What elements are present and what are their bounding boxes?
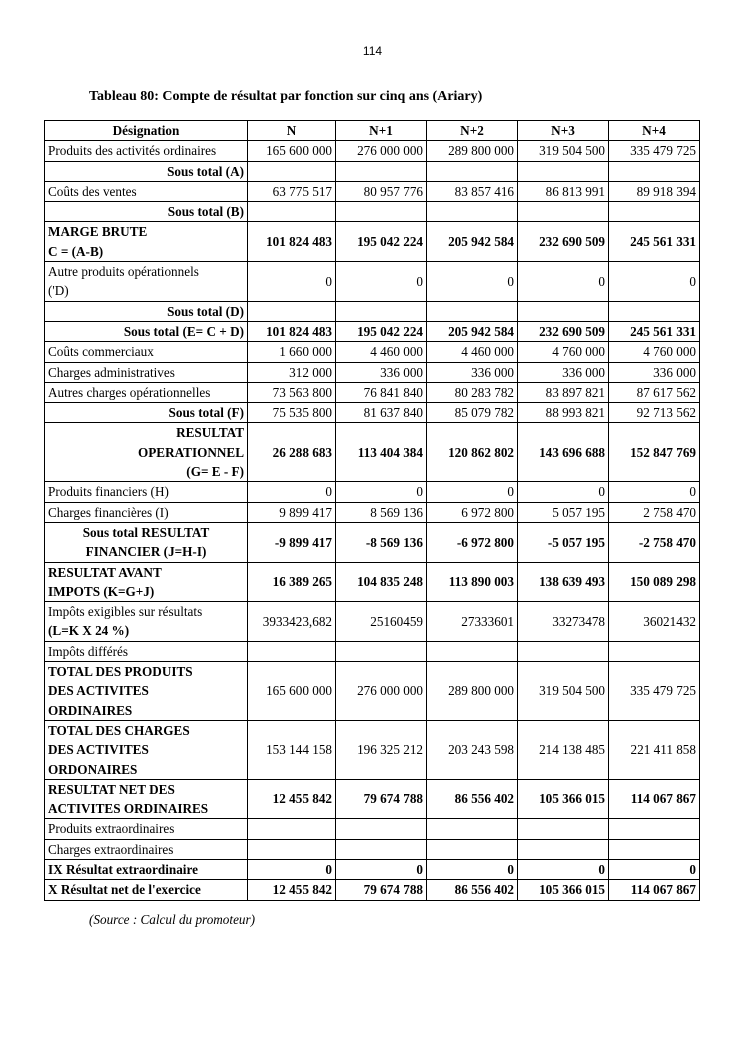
cell-value: 0 <box>336 859 427 879</box>
cell-value: 165 600 000 <box>248 662 336 721</box>
cell-value: 104 835 248 <box>336 562 427 602</box>
cell-value: 80 957 776 <box>336 181 427 201</box>
cell-value <box>427 839 518 859</box>
cell-value: 0 <box>248 482 336 502</box>
row-label: Sous total (E= C + D) <box>45 321 248 341</box>
cell-value: 73 563 800 <box>248 382 336 402</box>
cell-value: 312 000 <box>248 362 336 382</box>
cell-value: 9 899 417 <box>248 502 336 522</box>
row-label: Produits extraordinaires <box>45 819 248 839</box>
cell-value: 138 639 493 <box>518 562 609 602</box>
row-label <box>45 562 248 602</box>
cell-value <box>248 202 336 222</box>
page-number: 114 <box>362 44 383 58</box>
table-row <box>45 522 700 562</box>
cell-value: 165 600 000 <box>248 141 336 161</box>
cell-value: 4 760 000 <box>518 342 609 362</box>
cell-value: 336 000 <box>518 362 609 382</box>
cell-value: 245 561 331 <box>609 222 700 262</box>
cell-value: 150 089 298 <box>609 562 700 602</box>
table-row <box>45 839 700 859</box>
row-label-line: Impôts exigibles sur résultats <box>48 604 203 620</box>
cell-value <box>609 819 700 839</box>
row-label-line: TOTAL DES CHARGES <box>48 722 190 738</box>
cell-value <box>609 641 700 661</box>
table-row <box>45 181 700 201</box>
cell-value <box>248 839 336 859</box>
row-label: Produits financiers (H) <box>45 482 248 502</box>
row-label: Autres charges opérationnelles <box>45 382 248 402</box>
row-label-line: ORDINAIRES <box>48 702 133 718</box>
cell-value <box>248 301 336 321</box>
cell-value: 232 690 509 <box>518 321 609 341</box>
cell-value: 87 617 562 <box>609 382 700 402</box>
cell-value: 113 890 003 <box>427 562 518 602</box>
cell-value: 114 067 867 <box>609 880 700 900</box>
row-label: Charges extraordinaires <box>45 839 248 859</box>
row-label-line: IMPOTS (K=G+J) <box>48 583 155 599</box>
table-row <box>45 859 700 879</box>
cell-value <box>336 161 427 181</box>
row-label <box>45 522 248 562</box>
table-row <box>45 362 700 382</box>
row-label: Charges administratives <box>45 362 248 382</box>
table-row <box>45 423 700 482</box>
row-label: Sous total (A) <box>45 161 248 181</box>
row-label <box>45 662 248 721</box>
row-label <box>45 720 248 779</box>
row-label: Charges financières (I) <box>45 502 248 522</box>
table-row <box>45 403 700 423</box>
row-label: Sous total (B) <box>45 202 248 222</box>
cell-value: 0 <box>248 859 336 879</box>
table-caption: Tableau 80: Compte de résultat par fonction sur cinq ans (Ariary) <box>89 89 483 104</box>
cell-value: 114 067 867 <box>609 779 700 819</box>
table-row <box>45 720 700 779</box>
cell-value: 0 <box>609 859 700 879</box>
row-label-line: ACTIVITES ORDINAIRES <box>48 801 209 817</box>
cell-value: 92 713 562 <box>609 403 700 423</box>
cell-value: 105 366 015 <box>518 779 609 819</box>
cell-value: 5 057 195 <box>518 502 609 522</box>
cell-value: 86 813 991 <box>518 181 609 201</box>
cell-value <box>336 819 427 839</box>
cell-value: 0 <box>427 859 518 879</box>
cell-value: 336 000 <box>336 362 427 382</box>
header-row <box>45 121 700 141</box>
row-label-line: RESULTAT NET DES <box>48 781 175 797</box>
row-label-line: ('D) <box>48 283 69 299</box>
cell-value <box>427 641 518 661</box>
cell-value: 205 942 584 <box>427 321 518 341</box>
cell-value: 63 775 517 <box>248 181 336 201</box>
cell-value: 221 411 858 <box>609 720 700 779</box>
cell-value: 12 455 842 <box>248 779 336 819</box>
cell-value <box>609 301 700 321</box>
cell-value <box>518 301 609 321</box>
cell-value: 16 389 265 <box>248 562 336 602</box>
cell-value: 86 556 402 <box>427 880 518 900</box>
table-row <box>45 502 700 522</box>
cell-value <box>336 839 427 859</box>
cell-value <box>518 641 609 661</box>
source-note: (Source : Calcul du promoteur) <box>89 912 256 927</box>
table-row <box>45 161 700 181</box>
row-label-line: DES ACTIVITES <box>48 742 149 758</box>
cell-value: 336 000 <box>609 362 700 382</box>
cell-value: 203 243 598 <box>427 720 518 779</box>
row-label-line: (G= E - F) <box>186 464 244 480</box>
cell-value <box>427 202 518 222</box>
header-designation: Désignation <box>45 121 248 141</box>
header-year: N+3 <box>518 121 609 141</box>
header-year: N+4 <box>609 121 700 141</box>
cell-value: 3933423,682 <box>248 602 336 642</box>
cell-value: 214 138 485 <box>518 720 609 779</box>
cell-value <box>427 819 518 839</box>
cell-value <box>336 301 427 321</box>
cell-value: 289 800 000 <box>427 141 518 161</box>
row-label-line: C = (A-B) <box>48 243 104 259</box>
cell-value <box>518 839 609 859</box>
row-label-line: Autre produits opérationnels <box>48 264 199 280</box>
cell-value: 76 841 840 <box>336 382 427 402</box>
cell-value <box>609 202 700 222</box>
table-row <box>45 301 700 321</box>
cell-value: 143 696 688 <box>518 423 609 482</box>
table-row <box>45 641 700 661</box>
cell-value: 0 <box>609 262 700 302</box>
cell-value <box>427 301 518 321</box>
cell-value <box>518 202 609 222</box>
cell-value <box>518 819 609 839</box>
cell-value: 289 800 000 <box>427 662 518 721</box>
cell-value: 0 <box>427 262 518 302</box>
cell-value: 0 <box>518 262 609 302</box>
cell-value <box>336 202 427 222</box>
cell-value: 101 824 483 <box>248 321 336 341</box>
cell-value: 4 460 000 <box>336 342 427 362</box>
cell-value <box>609 839 700 859</box>
cell-value: 0 <box>518 859 609 879</box>
cell-value <box>427 161 518 181</box>
table-row <box>45 202 700 222</box>
cell-value: 80 283 782 <box>427 382 518 402</box>
cell-value: -5 057 195 <box>518 522 609 562</box>
row-label-line: DES ACTIVITES <box>48 683 149 699</box>
cell-value <box>248 641 336 661</box>
cell-value: 88 993 821 <box>518 403 609 423</box>
table-row <box>45 562 700 602</box>
cell-value: -9 899 417 <box>248 522 336 562</box>
cell-value: 113 404 384 <box>336 423 427 482</box>
cell-value: 105 366 015 <box>518 880 609 900</box>
cell-value: 276 000 000 <box>336 141 427 161</box>
cell-value: 0 <box>336 262 427 302</box>
cell-value: 25160459 <box>336 602 427 642</box>
header-year: N+2 <box>427 121 518 141</box>
table-row <box>45 779 700 819</box>
table-row <box>45 222 700 262</box>
cell-value: 85 079 782 <box>427 403 518 423</box>
cell-value: 0 <box>248 262 336 302</box>
cell-value: 75 535 800 <box>248 403 336 423</box>
cell-value: 79 674 788 <box>336 880 427 900</box>
cell-value: 335 479 725 <box>609 662 700 721</box>
cell-value <box>336 641 427 661</box>
row-label-line: TOTAL DES PRODUITS <box>48 664 193 680</box>
cell-value: 4 760 000 <box>609 342 700 362</box>
row-label-line: (L=K X 24 %) <box>48 623 130 639</box>
cell-value: 89 918 394 <box>609 181 700 201</box>
cell-value: 2 758 470 <box>609 502 700 522</box>
row-label: X Résultat net de l'exercice <box>45 880 248 900</box>
cell-value: 83 857 416 <box>427 181 518 201</box>
cell-value <box>248 819 336 839</box>
cell-value: 8 569 136 <box>336 502 427 522</box>
cell-value: 86 556 402 <box>427 779 518 819</box>
row-label <box>45 222 248 262</box>
cell-value <box>518 161 609 181</box>
table-row <box>45 482 700 502</box>
row-label-line: OPERATIONNEL <box>137 444 244 460</box>
row-label: IX Résultat extraordinaire <box>45 859 248 879</box>
cell-value: 205 942 584 <box>427 222 518 262</box>
row-label: Produits des activités ordinaires <box>45 141 248 161</box>
cell-value: 79 674 788 <box>336 779 427 819</box>
cell-value: 319 504 500 <box>518 141 609 161</box>
cell-value: 0 <box>336 482 427 502</box>
cell-value: 153 144 158 <box>248 720 336 779</box>
income-statement-table <box>44 120 700 901</box>
row-label: Coûts des ventes <box>45 181 248 201</box>
table-row <box>45 382 700 402</box>
row-label-line: Sous total RESULTAT <box>82 524 210 540</box>
row-label: Sous total (F) <box>45 403 248 423</box>
cell-value: 81 637 840 <box>336 403 427 423</box>
cell-value: 0 <box>427 482 518 502</box>
cell-value: 101 824 483 <box>248 222 336 262</box>
row-label-line: MARGE BRUTE <box>48 224 148 240</box>
table-row <box>45 602 700 642</box>
table-row <box>45 321 700 341</box>
cell-value: 83 897 821 <box>518 382 609 402</box>
cell-value: 0 <box>518 482 609 502</box>
cell-value: 276 000 000 <box>336 662 427 721</box>
row-label-line: RESULTAT <box>176 425 244 441</box>
row-label-line: RESULTAT AVANT <box>48 564 162 580</box>
header-year: N+1 <box>336 121 427 141</box>
cell-value: 12 455 842 <box>248 880 336 900</box>
cell-value <box>248 161 336 181</box>
cell-value: 120 862 802 <box>427 423 518 482</box>
cell-value: 336 000 <box>427 362 518 382</box>
cell-value: 0 <box>609 482 700 502</box>
table-row <box>45 141 700 161</box>
cell-value: 195 042 224 <box>336 321 427 341</box>
cell-value: -6 972 800 <box>427 522 518 562</box>
cell-value: 36021432 <box>609 602 700 642</box>
row-label-line: ORDONAIRES <box>48 761 138 777</box>
cell-value: 152 847 769 <box>609 423 700 482</box>
cell-value: 27333601 <box>427 602 518 642</box>
cell-value: 33273478 <box>518 602 609 642</box>
cell-value: -2 758 470 <box>609 522 700 562</box>
row-label: Impôts différés <box>45 641 248 661</box>
row-label: Coûts commerciaux <box>45 342 248 362</box>
cell-value: 195 042 224 <box>336 222 427 262</box>
header-year: N <box>248 121 336 141</box>
table-row <box>45 262 700 302</box>
cell-value: 1 660 000 <box>248 342 336 362</box>
row-label <box>45 602 248 642</box>
cell-value: 232 690 509 <box>518 222 609 262</box>
cell-value: 196 325 212 <box>336 720 427 779</box>
cell-value: 245 561 331 <box>609 321 700 341</box>
cell-value: 319 504 500 <box>518 662 609 721</box>
row-label <box>45 779 248 819</box>
table-row <box>45 342 700 362</box>
cell-value <box>609 161 700 181</box>
table-row <box>45 662 700 721</box>
cell-value: 6 972 800 <box>427 502 518 522</box>
cell-value: -8 569 136 <box>336 522 427 562</box>
row-label <box>45 262 248 302</box>
table-row <box>45 880 700 900</box>
cell-value: 4 460 000 <box>427 342 518 362</box>
cell-value: 335 479 725 <box>609 141 700 161</box>
row-label <box>45 423 248 482</box>
row-label: Sous total (D) <box>45 301 248 321</box>
row-label-line: FINANCIER (J=H-I) <box>85 544 207 560</box>
table-row <box>45 819 700 839</box>
cell-value: 26 288 683 <box>248 423 336 482</box>
